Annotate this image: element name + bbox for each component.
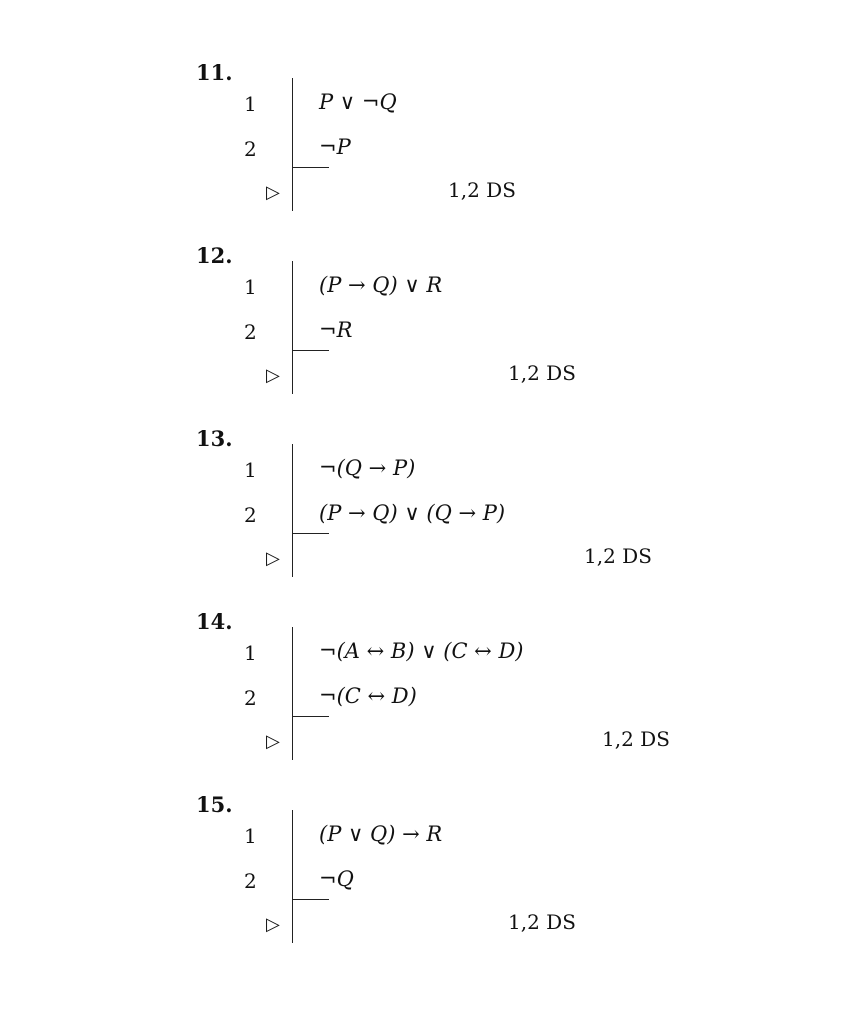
premise-separator xyxy=(292,350,329,351)
justification: 1,2 DS xyxy=(448,178,516,202)
premise-formula: ¬(Q → P) xyxy=(319,456,416,480)
premise-separator xyxy=(292,167,329,168)
premise-separator xyxy=(292,899,329,900)
conclusion-triangle-icon: ▷ xyxy=(266,731,280,752)
premise-formula: (P ∨ Q) → R xyxy=(319,822,443,846)
premise-separator xyxy=(292,716,329,717)
proof-scope-bar xyxy=(292,810,293,943)
premise-formula: ¬(C ↔ D) xyxy=(319,684,417,708)
premise-number: 1 xyxy=(244,458,257,482)
premise-formula: ¬R xyxy=(319,318,353,342)
problem-12 xyxy=(196,243,756,403)
problem-number: 13. xyxy=(196,426,233,451)
justification: 1,2 DS xyxy=(508,910,576,934)
premise-number: 1 xyxy=(244,824,257,848)
premise-number: 1 xyxy=(244,641,257,665)
conclusion-triangle-icon: ▷ xyxy=(266,914,280,935)
proof-scope-bar xyxy=(292,627,293,760)
conclusion-triangle-icon: ▷ xyxy=(266,365,280,386)
conclusion-triangle-icon: ▷ xyxy=(266,548,280,569)
premise-formula: P ∨ ¬Q xyxy=(319,90,397,114)
problem-number: 12. xyxy=(196,243,233,268)
justification: 1,2 DS xyxy=(602,727,670,751)
premise-number: 2 xyxy=(244,686,257,710)
problem-14 xyxy=(196,609,756,769)
justification: 1,2 DS xyxy=(508,361,576,385)
premise-number: 1 xyxy=(244,275,257,299)
conclusion-triangle-icon: ▷ xyxy=(266,182,280,203)
problem-13 xyxy=(196,426,756,586)
premise-formula: (P → Q) ∨ (Q → P) xyxy=(319,501,506,525)
premise-number: 2 xyxy=(244,137,257,161)
proof-scope-bar xyxy=(292,261,293,394)
problem-11 xyxy=(196,60,756,220)
problem-number: 14. xyxy=(196,609,233,634)
problem-15 xyxy=(196,792,756,952)
premise-number: 2 xyxy=(244,869,257,893)
justification: 1,2 DS xyxy=(584,544,652,568)
premise-formula: ¬P xyxy=(319,135,351,159)
problem-number: 11. xyxy=(196,60,233,85)
premise-number: 2 xyxy=(244,503,257,527)
proof-scope-bar xyxy=(292,444,293,577)
premise-number: 2 xyxy=(244,320,257,344)
premise-formula: (P → Q) ∨ R xyxy=(319,273,443,297)
problem-number: 15. xyxy=(196,792,233,817)
proof-scope-bar xyxy=(292,78,293,211)
premise-separator xyxy=(292,533,329,534)
premise-formula: ¬(A ↔ B) ∨ (C ↔ D) xyxy=(319,639,524,663)
premise-number: 1 xyxy=(244,92,257,116)
premise-formula: ¬Q xyxy=(319,867,354,891)
